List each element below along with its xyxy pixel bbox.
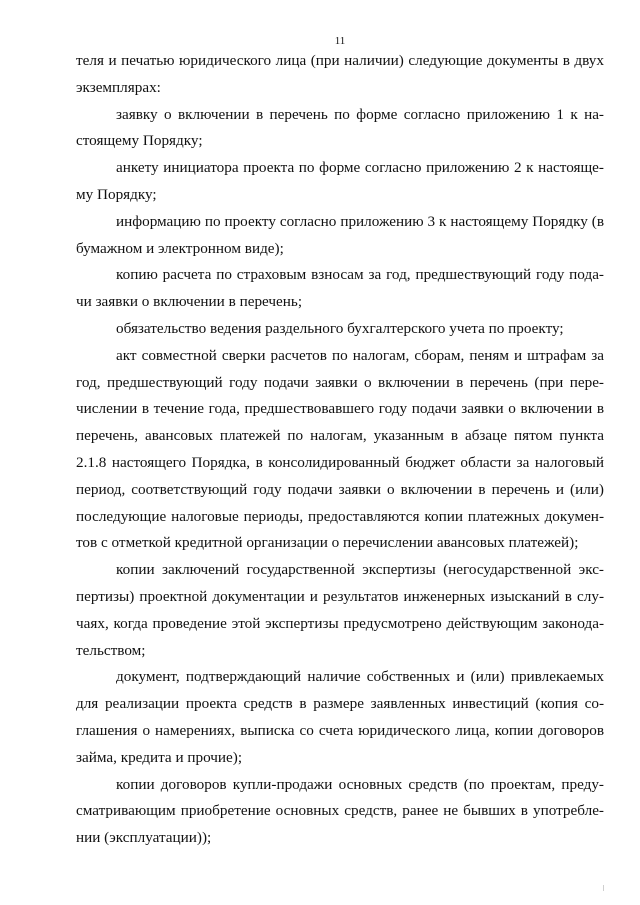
paragraph <box>76 316 604 343</box>
paragraph <box>76 48 604 102</box>
text-line: последующие налоговые периоды, предоставляются копии платежных докумен- <box>76 507 604 525</box>
paragraph <box>76 102 604 156</box>
text-line: копии договоров купли-продажи основных средств (по проектам, преду- <box>116 775 604 793</box>
text-line: глашения о намерениях, выписка со счета юридического лица, копии договоров <box>76 721 604 739</box>
paragraph <box>76 209 604 263</box>
text-line: тов с отметкой кредитной организации о перечислении авансовых платежей); <box>76 534 579 552</box>
paragraph <box>76 343 604 557</box>
text-line: информацию по проекту согласно приложению 3 к настоящему Порядку (в <box>116 212 604 230</box>
text-line: сматривающим приобретение основных средств, ранее не бывших в употребле- <box>76 802 604 820</box>
text-line: 2.1.8 настоящего Порядка, в консолидированный бюджет области за налоговый <box>76 453 604 471</box>
text-line: теля и печатью юридического лица (при наличии) следующие документы в двух <box>76 52 604 69</box>
text-line: му Порядку; <box>76 185 157 203</box>
text-line: бумажном и электронном виде); <box>76 239 284 257</box>
text-line: чаях, когда проведение этой экспертизы предусмотрено действующим законода- <box>76 614 604 632</box>
text-line: чи заявки о включении в перечень; <box>76 293 303 311</box>
page-number: 11 <box>334 35 346 47</box>
text-line: пертизы) проектной документации и результатов инженерных изысканий в слу- <box>76 587 604 605</box>
paragraph <box>76 155 604 209</box>
text-line: экземплярах: <box>76 78 161 96</box>
text-line: копии заключений государственной экспертизы (негосударственной экс- <box>116 561 604 579</box>
text-line: займа, кредита и прочие); <box>76 748 243 766</box>
paragraph <box>76 664 604 771</box>
text-line: числении в течение года, предшествовавшего году подачи заявки о включении в <box>76 400 604 418</box>
text-line: акт совместной сверки расчетов по налогам, сборам, пеням и штрафам за <box>116 346 604 364</box>
text-line: тельством; <box>76 641 146 659</box>
paragraph <box>76 772 604 852</box>
text-line: нии (эксплуатации)); <box>76 829 212 847</box>
text-line: для реализации проекта средств в размере заявленных инвестиций (копия со- <box>76 695 604 713</box>
text-line: период, соответствующий году подачи заявки о включении в перечень и (или) <box>76 480 604 498</box>
text-line: стоящему Порядку; <box>76 132 203 150</box>
text-line: заявку о включении в перечень по форме согласно приложению 1 к на- <box>116 105 604 123</box>
text-line: анкету инициатора проекта по форме согласно приложению 2 к настояще- <box>116 159 604 177</box>
document-body <box>76 48 604 852</box>
text-line: год, предшествующий году подачи заявки о включении в перечень (при пере- <box>76 373 604 391</box>
text-line: документ, подтверждающий наличие собственных и (или) привлекаемых <box>116 668 604 686</box>
paragraph <box>76 262 604 316</box>
scan-mark <box>603 885 604 891</box>
text-line: копию расчета по страховым взносам за год, предшествующий году пода- <box>116 266 604 284</box>
paragraph <box>76 557 604 664</box>
text-line: обязательство ведения раздельного бухгалтерского учета по проекту; <box>116 319 564 337</box>
text-line: перечень, авансовых платежей по налогам, указанным в абзаце пятом пункта <box>76 427 604 445</box>
